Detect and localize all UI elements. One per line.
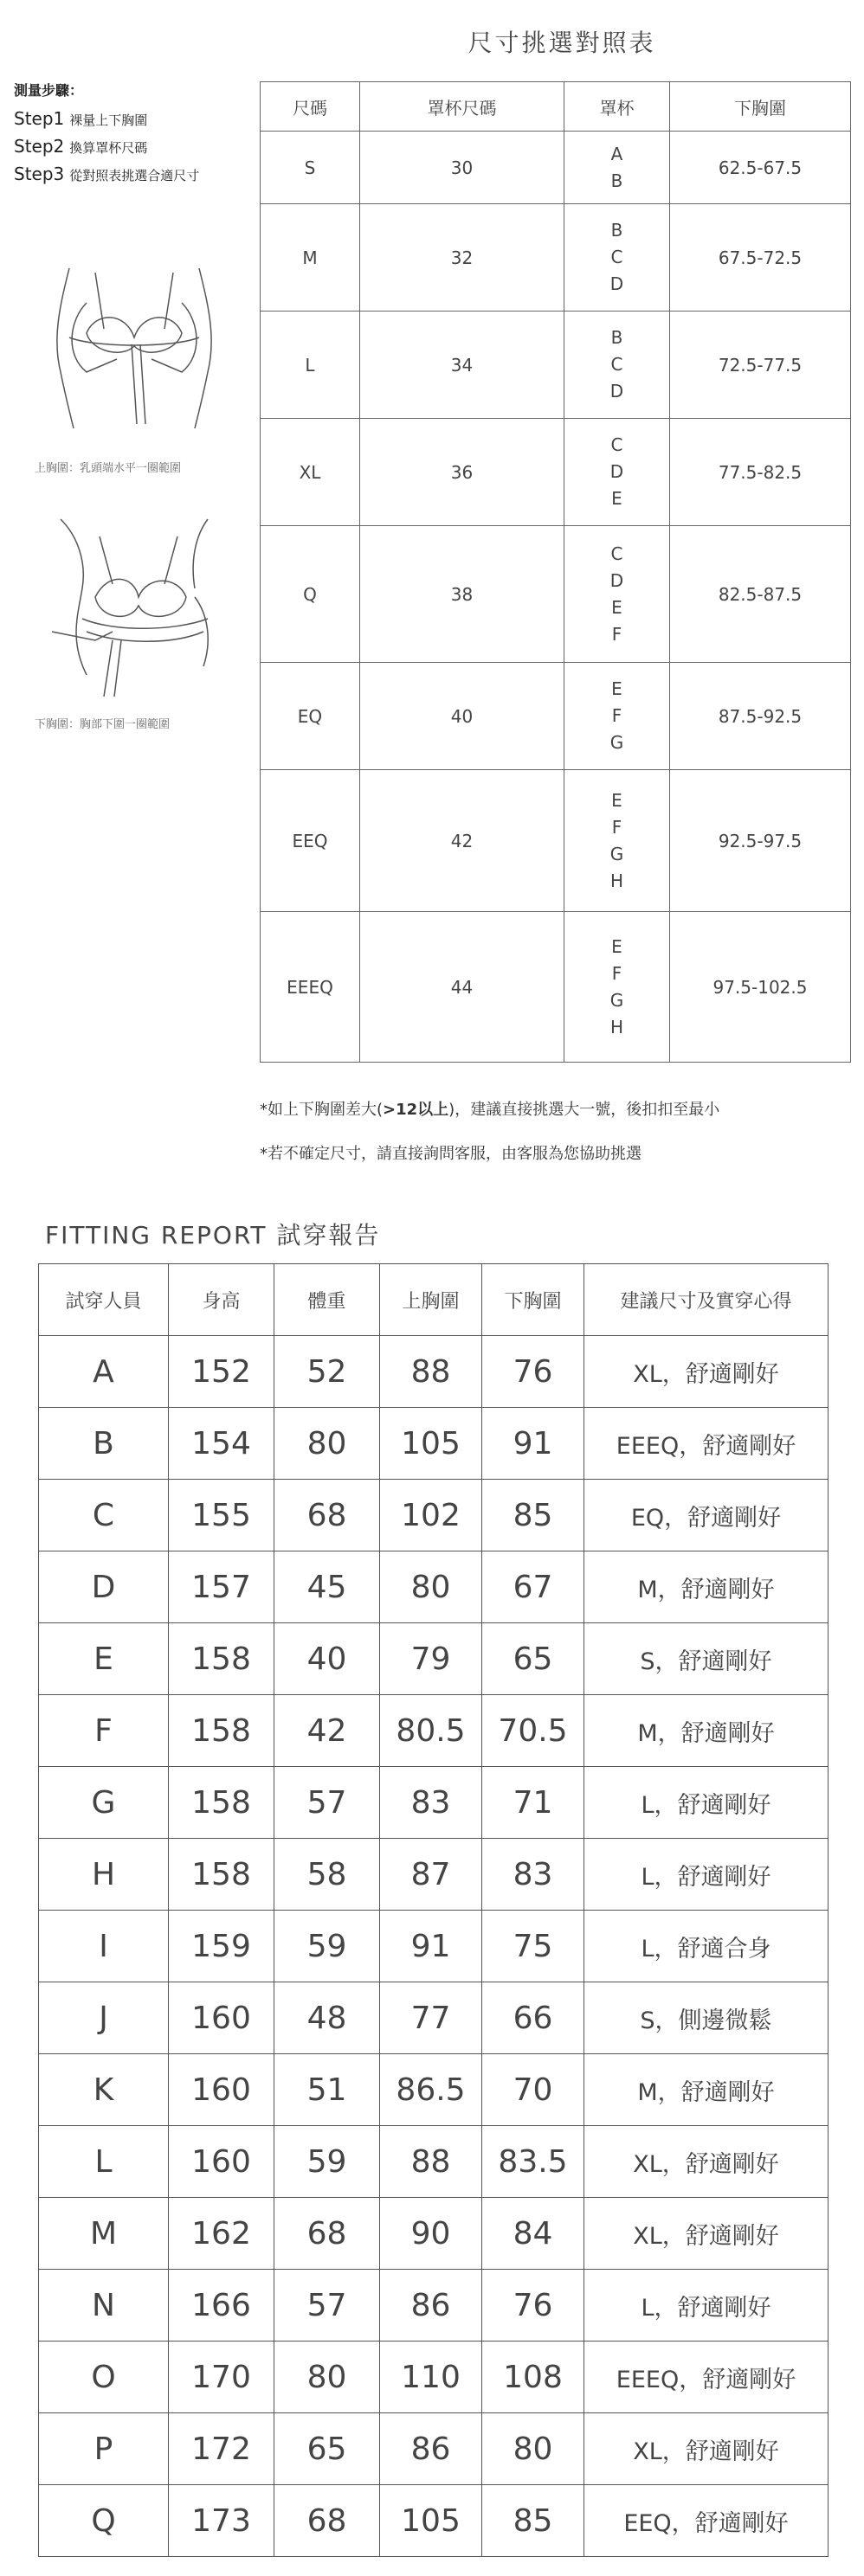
upper-bust-cell: 91 — [380, 1911, 482, 1982]
upper-bust-caption: 上胸圍：乳頭端水平一圈範圍 — [35, 462, 182, 475]
fitting-row — [39, 1695, 829, 1767]
cup-size-cell: 42 — [360, 770, 564, 912]
underbust-cell: 87.5-92.5 — [670, 663, 851, 770]
cup-letter: D — [609, 569, 624, 591]
note-1-suffix: )，建議直接挑選大一號，後扣扣至最小 — [448, 1101, 720, 1119]
tester-cell: D — [39, 1551, 169, 1623]
upper-bust-cell: 110 — [380, 2342, 482, 2413]
recommendation-cell: XL，舒適剛好 — [584, 2198, 829, 2270]
cup-size-cell: 38 — [360, 526, 564, 663]
step-2 — [14, 136, 261, 157]
height-cell: 160 — [169, 2126, 274, 2198]
note-2: *若不確定尺寸，請直接詢問客服，由客服為您協助挑選 — [260, 1145, 642, 1163]
upper-bust-cell: 105 — [380, 1408, 482, 1480]
cups-cell — [564, 912, 670, 1063]
cup-letter: G — [609, 989, 624, 1011]
cup-letter: E — [611, 789, 622, 811]
height-cell: 160 — [169, 1982, 274, 2054]
tester-cell: H — [39, 1839, 169, 1911]
recommendation-cell: L，舒適合身 — [584, 1911, 829, 1982]
cup-letter: F — [611, 816, 622, 838]
lower-bust-caption: 下胸圍：胸部下圍一圈範圍 — [35, 718, 171, 731]
size-row — [261, 912, 851, 1063]
fitting-report-title: FITTING REPORT 試穿報告 — [45, 1221, 381, 1249]
height-cell: 166 — [169, 2270, 274, 2342]
fitting-row — [39, 2198, 829, 2270]
cups-cell — [564, 663, 670, 770]
height-cell: 172 — [169, 2413, 274, 2485]
header-upper-bust: 上胸圍 — [380, 1264, 482, 1336]
cup-letter: B — [610, 170, 623, 191]
size-cell: M — [261, 204, 360, 312]
lower-bust-cell: 76 — [482, 1336, 584, 1408]
lower-bust-cell: 71 — [482, 1767, 584, 1839]
fitting-row — [39, 1480, 829, 1551]
fitting-row — [39, 1982, 829, 2054]
lower-bust-cell: 83.5 — [482, 2126, 584, 2198]
cups-cell — [564, 770, 670, 912]
cup-letter: C — [610, 354, 623, 375]
cup-letter: B — [610, 327, 623, 348]
underbust-cell: 62.5-67.5 — [670, 132, 851, 204]
steps-heading: 測量步驟： — [14, 82, 84, 99]
cup-letter: B — [610, 220, 623, 241]
tester-cell: L — [39, 2126, 169, 2198]
lower-bust-cell: 83 — [482, 1839, 584, 1911]
lower-bust-cell: 85 — [482, 2485, 584, 2557]
header-underbust: 下胸圍 — [670, 82, 851, 132]
tester-cell: A — [39, 1336, 169, 1408]
weight-cell: 57 — [274, 2270, 380, 2342]
size-row — [261, 419, 851, 526]
header-cup: 罩杯 — [564, 82, 670, 132]
size-cell: L — [261, 312, 360, 419]
size-row — [261, 526, 851, 663]
cup-size-cell: 30 — [360, 132, 564, 204]
tester-cell: F — [39, 1695, 169, 1767]
fitting-report-table — [38, 1263, 829, 2557]
upper-bust-cell: 79 — [380, 1623, 482, 1695]
weight-cell: 40 — [274, 1623, 380, 1695]
cup-letter: D — [609, 461, 624, 482]
page-title: 尺寸挑選對照表 — [467, 29, 656, 57]
height-cell: 158 — [169, 1695, 274, 1767]
recommendation-cell: M，舒適剛好 — [584, 1695, 829, 1767]
upper-bust-cell: 86 — [380, 2270, 482, 2342]
lower-bust-cell: 76 — [482, 2270, 584, 2342]
step-3 — [14, 164, 261, 184]
weight-cell: 42 — [274, 1695, 380, 1767]
cup-letter: F — [611, 623, 622, 645]
height-cell: 155 — [169, 1480, 274, 1551]
lower-bust-cell: 66 — [482, 1982, 584, 2054]
tester-cell: Q — [39, 2485, 169, 2557]
weight-cell: 68 — [274, 2485, 380, 2557]
recommendation-cell: L，舒適剛好 — [584, 1839, 829, 1911]
step-label: Step2 — [14, 136, 65, 157]
tester-cell: G — [39, 1767, 169, 1839]
lower-bust-cell: 85 — [482, 1480, 584, 1551]
size-cell: EEEQ — [261, 912, 360, 1063]
lower-bust-cell: 84 — [482, 2198, 584, 2270]
recommendation-cell: S，舒適剛好 — [584, 1623, 829, 1695]
tester-cell: O — [39, 2342, 169, 2413]
cup-size-cell: 34 — [360, 312, 564, 419]
header-size: 尺碼 — [261, 82, 360, 132]
lower-bust-cell: 65 — [482, 1623, 584, 1695]
cup-letter: G — [609, 732, 624, 753]
recommendation-cell: L，舒適剛好 — [584, 1767, 829, 1839]
note-1-prefix: *如上下胸圍差大( — [260, 1101, 384, 1119]
underbust-cell: 67.5-72.5 — [670, 204, 851, 312]
weight-cell: 68 — [274, 2198, 380, 2270]
step-label: Step3 — [14, 164, 65, 184]
tester-cell: N — [39, 2270, 169, 2342]
lower-bust-cell: 108 — [482, 2342, 584, 2413]
recommendation-cell: EEQ，舒適剛好 — [584, 2485, 829, 2557]
header-weight: 體重 — [274, 1264, 380, 1336]
weight-cell: 58 — [274, 1839, 380, 1911]
upper-bust-cell: 86 — [380, 2413, 482, 2485]
weight-cell: 65 — [274, 2413, 380, 2485]
height-cell: 152 — [169, 1336, 274, 1408]
cups-cell — [564, 419, 670, 526]
lower-bust-cell: 75 — [482, 1911, 584, 1982]
lower-bust-cell: 70.5 — [482, 1695, 584, 1767]
weight-cell: 59 — [274, 2126, 380, 2198]
cup-letter: G — [609, 843, 624, 864]
fitting-row — [39, 1336, 829, 1408]
step-desc: 裸量上下胸圍 — [69, 112, 148, 128]
weight-cell: 51 — [274, 2054, 380, 2126]
cup-letter: F — [611, 705, 622, 726]
cup-letter: F — [611, 962, 622, 984]
size-row — [261, 770, 851, 912]
tester-cell: B — [39, 1408, 169, 1480]
lower-bust-cell: 91 — [482, 1408, 584, 1480]
height-cell: 154 — [169, 1408, 274, 1480]
cups-cell — [564, 204, 670, 312]
tester-cell: I — [39, 1911, 169, 1982]
cup-size-cell: 44 — [360, 912, 564, 1063]
height-cell: 170 — [169, 2342, 274, 2413]
upper-bust-cell: 80.5 — [380, 1695, 482, 1767]
underbust-cell: 72.5-77.5 — [670, 312, 851, 419]
fitting-row — [39, 1551, 829, 1623]
underbust-cell: 77.5-82.5 — [670, 419, 851, 526]
weight-cell: 80 — [274, 1408, 380, 1480]
cups-cell — [564, 312, 670, 419]
cup-letter: E — [611, 596, 622, 618]
recommendation-cell: XL，舒適剛好 — [584, 2126, 829, 2198]
cup-letter: E — [611, 678, 622, 699]
height-cell: 157 — [169, 1551, 274, 1623]
cup-size-cell: 40 — [360, 663, 564, 770]
fitting-row — [39, 2342, 829, 2413]
cup-letter: C — [610, 247, 623, 267]
weight-cell: 57 — [274, 1767, 380, 1839]
fitting-header — [39, 1264, 829, 1336]
upper-bust-cell: 80 — [380, 1551, 482, 1623]
header-height: 身高 — [169, 1264, 274, 1336]
fitting-row — [39, 2270, 829, 2342]
upper-bust-illustration — [35, 251, 234, 433]
recommendation-cell: M，舒適剛好 — [584, 1551, 829, 1623]
fitting-row — [39, 1767, 829, 1839]
cup-letter: H — [609, 1016, 624, 1037]
height-cell: 159 — [169, 1911, 274, 1982]
fitting-row — [39, 1911, 829, 1982]
size-row — [261, 663, 851, 770]
recommendation-cell: L，舒適剛好 — [584, 2270, 829, 2342]
height-cell: 160 — [169, 2054, 274, 2126]
step-desc: 從對照表挑選合適尺寸 — [69, 168, 200, 183]
cups-cell — [564, 132, 670, 204]
header-tester: 試穿人員 — [39, 1264, 169, 1336]
recommendation-cell: M，舒適剛好 — [584, 2054, 829, 2126]
underbust-cell: 97.5-102.5 — [670, 912, 851, 1063]
height-cell: 162 — [169, 2198, 274, 2270]
height-cell: 158 — [169, 1767, 274, 1839]
weight-cell: 80 — [274, 2342, 380, 2413]
header-lower-bust: 下胸圍 — [482, 1264, 584, 1336]
measurement-steps — [14, 80, 261, 191]
step-1 — [14, 108, 261, 129]
lower-bust-cell: 70 — [482, 2054, 584, 2126]
step-label: Step1 — [14, 108, 65, 129]
tester-cell: P — [39, 2413, 169, 2485]
height-cell: 173 — [169, 2485, 274, 2557]
cup-letter: C — [610, 543, 623, 564]
lower-bust-cell: 67 — [482, 1551, 584, 1623]
weight-cell: 52 — [274, 1336, 380, 1408]
upper-bust-cell: 87 — [380, 1839, 482, 1911]
upper-bust-cell: 102 — [380, 1480, 482, 1551]
cups-cell — [564, 526, 670, 663]
header-cup-size: 罩杯尺碼 — [360, 82, 564, 132]
size-row — [261, 204, 851, 312]
fitting-row — [39, 1623, 829, 1695]
recommendation-cell: EEEQ，舒適剛好 — [584, 1408, 829, 1480]
fitting-row — [39, 1408, 829, 1480]
upper-bust-cell: 88 — [380, 2126, 482, 2198]
upper-bust-cell: 88 — [380, 1336, 482, 1408]
recommendation-cell: S，側邊微鬆 — [584, 1982, 829, 2054]
recommendation-cell: XL，舒適剛好 — [584, 1336, 829, 1408]
cup-letter: E — [611, 935, 622, 957]
size-row — [261, 312, 851, 419]
fitting-row — [39, 2485, 829, 2557]
step-desc: 換算罩杯尺碼 — [69, 140, 148, 156]
size-cell: XL — [261, 419, 360, 526]
size-cell: EEQ — [261, 770, 360, 912]
cup-size-cell: 36 — [360, 419, 564, 526]
fitting-row — [39, 2413, 829, 2485]
height-cell: 158 — [169, 1839, 274, 1911]
size-chart-table — [260, 81, 851, 1063]
height-cell: 158 — [169, 1623, 274, 1695]
note-1-bold: >12以上 — [383, 1101, 449, 1119]
cup-letter: H — [609, 870, 624, 891]
tester-cell: K — [39, 2054, 169, 2126]
upper-bust-cell: 90 — [380, 2198, 482, 2270]
note-1 — [260, 1097, 719, 1120]
lower-bust-illustration — [35, 502, 234, 701]
lower-bust-cell: 80 — [482, 2413, 584, 2485]
weight-cell: 68 — [274, 1480, 380, 1551]
underbust-cell: 82.5-87.5 — [670, 526, 851, 663]
tester-cell: E — [39, 1623, 169, 1695]
fitting-row — [39, 2054, 829, 2126]
size-chart-header — [261, 82, 851, 132]
size-row — [261, 132, 851, 204]
weight-cell: 59 — [274, 1911, 380, 1982]
cup-letter: E — [611, 488, 622, 509]
header-recommendation: 建議尺寸及實穿心得 — [584, 1264, 829, 1336]
tester-cell: J — [39, 1982, 169, 2054]
recommendation-cell: EQ，舒適剛好 — [584, 1480, 829, 1551]
size-cell: S — [261, 132, 360, 204]
cup-letter: C — [610, 434, 623, 455]
fitting-row — [39, 1839, 829, 1911]
upper-bust-cell: 77 — [380, 1982, 482, 2054]
underbust-cell: 92.5-97.5 — [670, 770, 851, 912]
weight-cell: 48 — [274, 1982, 380, 2054]
cup-letter: D — [609, 381, 624, 401]
tester-cell: M — [39, 2198, 169, 2270]
tester-cell: C — [39, 1480, 169, 1551]
recommendation-cell: XL，舒適剛好 — [584, 2413, 829, 2485]
fitting-row — [39, 2126, 829, 2198]
upper-bust-cell: 86.5 — [380, 2054, 482, 2126]
cup-letter: D — [609, 273, 624, 294]
cup-size-cell: 32 — [360, 204, 564, 312]
cup-letter: A — [610, 143, 623, 164]
size-cell: Q — [261, 526, 360, 663]
upper-bust-cell: 105 — [380, 2485, 482, 2557]
weight-cell: 45 — [274, 1551, 380, 1623]
size-cell: EQ — [261, 663, 360, 770]
upper-bust-cell: 83 — [380, 1767, 482, 1839]
recommendation-cell: EEEQ，舒適剛好 — [584, 2342, 829, 2413]
